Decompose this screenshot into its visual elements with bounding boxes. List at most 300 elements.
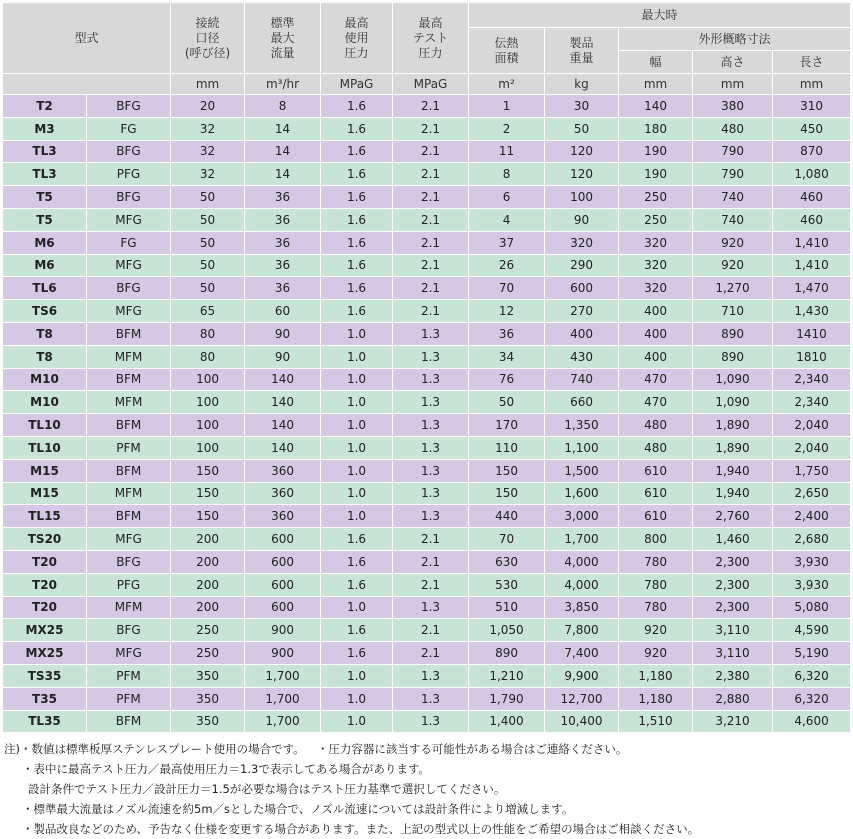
- cell-bore: 65: [171, 300, 245, 323]
- cell-bore: 50: [171, 231, 245, 254]
- cell-max-pressure: 1.0: [321, 391, 393, 414]
- cell-width: 400: [619, 345, 693, 368]
- cell-flow: 36: [245, 254, 321, 277]
- unit-flow: m³/hr: [245, 74, 321, 95]
- cell-max-pressure: 1.0: [321, 482, 393, 505]
- cell-bore: 50: [171, 254, 245, 277]
- header-max-pressure: 最高 使用 圧力: [321, 3, 393, 74]
- cell-max-pressure: 1.6: [321, 642, 393, 665]
- cell-width: 140: [619, 95, 693, 118]
- cell-length: 2,400: [773, 505, 851, 528]
- table-row: [3, 505, 851, 528]
- cell-type: BFG: [87, 140, 171, 163]
- cell-weight: 290: [545, 254, 619, 277]
- cell-width: 250: [619, 186, 693, 209]
- cell-area: 150: [469, 482, 545, 505]
- cell-bore: 350: [171, 710, 245, 733]
- cell-area: 530: [469, 573, 545, 596]
- cell-test-pressure: 2.1: [393, 117, 469, 140]
- cell-max-pressure: 1.6: [321, 528, 393, 551]
- cell-area: 12: [469, 300, 545, 323]
- cell-model: T35: [3, 687, 87, 710]
- cell-flow: 140: [245, 436, 321, 459]
- cell-weight: 120: [545, 163, 619, 186]
- cell-test-pressure: 1.3: [393, 710, 469, 733]
- cell-type: BFG: [87, 186, 171, 209]
- cell-type: PFM: [87, 687, 171, 710]
- cell-type: MFG: [87, 528, 171, 551]
- note-line: [4, 759, 850, 779]
- cell-bore: 50: [171, 208, 245, 231]
- cell-width: 250: [619, 208, 693, 231]
- cell-type: MFG: [87, 642, 171, 665]
- header-area: 伝熱 面積: [469, 28, 545, 74]
- cell-weight: 400: [545, 322, 619, 345]
- cell-flow: 90: [245, 322, 321, 345]
- cell-width: 610: [619, 459, 693, 482]
- cell-weight: 50: [545, 117, 619, 140]
- cell-area: 1,210: [469, 664, 545, 687]
- cell-model: TS20: [3, 528, 87, 551]
- cell-length: 6,320: [773, 664, 851, 687]
- cell-weight: 1,700: [545, 528, 619, 551]
- cell-test-pressure: 1.3: [393, 345, 469, 368]
- cell-flow: 600: [245, 550, 321, 573]
- cell-model: T5: [3, 208, 87, 231]
- unit-bore: mm: [171, 74, 245, 95]
- cell-type: MFG: [87, 300, 171, 323]
- cell-max-pressure: 1.6: [321, 140, 393, 163]
- cell-test-pressure: 2.1: [393, 300, 469, 323]
- cell-height: 920: [693, 254, 773, 277]
- table-row: [3, 208, 851, 231]
- table-row: [3, 391, 851, 414]
- table-row: [3, 482, 851, 505]
- cell-flow: 60: [245, 300, 321, 323]
- cell-area: 50: [469, 391, 545, 414]
- cell-type: BFM: [87, 459, 171, 482]
- table-row: [3, 550, 851, 573]
- cell-bore: 100: [171, 414, 245, 437]
- cell-max-pressure: 1.0: [321, 710, 393, 733]
- cell-height: 2,760: [693, 505, 773, 528]
- cell-length: 5,190: [773, 642, 851, 665]
- cell-height: 920: [693, 231, 773, 254]
- cell-weight: 7,400: [545, 642, 619, 665]
- cell-length: 5,080: [773, 596, 851, 619]
- cell-flow: 14: [245, 117, 321, 140]
- cell-length: 2,340: [773, 391, 851, 414]
- cell-weight: 90: [545, 208, 619, 231]
- note-line: [4, 799, 850, 819]
- header-dims-group: 外形概略寸法: [619, 28, 851, 51]
- cell-length: 2,680: [773, 528, 851, 551]
- cell-bore: 50: [171, 186, 245, 209]
- cell-area: 1,050: [469, 619, 545, 642]
- cell-flow: 8: [245, 95, 321, 118]
- cell-weight: 600: [545, 277, 619, 300]
- cell-area: 890: [469, 642, 545, 665]
- table-row: [3, 231, 851, 254]
- table-row: [3, 459, 851, 482]
- cell-flow: 900: [245, 619, 321, 642]
- cell-model: TL6: [3, 277, 87, 300]
- table-row: [3, 140, 851, 163]
- cell-length: 4,600: [773, 710, 851, 733]
- cell-weight: 3,850: [545, 596, 619, 619]
- cell-flow: 360: [245, 482, 321, 505]
- cell-model: TS35: [3, 664, 87, 687]
- cell-model: M10: [3, 368, 87, 391]
- cell-test-pressure: 2.1: [393, 528, 469, 551]
- cell-weight: 740: [545, 368, 619, 391]
- cell-area: 2: [469, 117, 545, 140]
- cell-weight: 7,800: [545, 619, 619, 642]
- cell-flow: 140: [245, 391, 321, 414]
- cell-test-pressure: 1.3: [393, 436, 469, 459]
- table-header: [3, 3, 851, 95]
- table-body: [3, 95, 851, 733]
- cell-weight: 120: [545, 140, 619, 163]
- cell-test-pressure: 2.1: [393, 208, 469, 231]
- header-model: 型式: [3, 3, 171, 74]
- cell-height: 790: [693, 163, 773, 186]
- cell-max-pressure: 1.6: [321, 619, 393, 642]
- cell-max-pressure: 1.0: [321, 414, 393, 437]
- cell-width: 610: [619, 505, 693, 528]
- cell-area: 1,400: [469, 710, 545, 733]
- cell-test-pressure: 1.3: [393, 322, 469, 345]
- cell-flow: 140: [245, 414, 321, 437]
- cell-height: 1,890: [693, 436, 773, 459]
- cell-length: 4,590: [773, 619, 851, 642]
- cell-weight: 270: [545, 300, 619, 323]
- cell-length: 870: [773, 140, 851, 163]
- cell-test-pressure: 2.1: [393, 619, 469, 642]
- header-bore: 接続 口径 (呼び径): [171, 3, 245, 74]
- cell-bore: 80: [171, 345, 245, 368]
- cell-width: 480: [619, 414, 693, 437]
- cell-flow: 360: [245, 505, 321, 528]
- cell-test-pressure: 1.3: [393, 596, 469, 619]
- cell-test-pressure: 2.1: [393, 277, 469, 300]
- note-text: ・数値は標準板厚ステンレスプレート使用の場合です。: [20, 742, 299, 756]
- unit-height: mm: [693, 74, 773, 95]
- header-test-pressure: 最高 テスト 圧力: [393, 3, 469, 74]
- cell-flow: 36: [245, 208, 321, 231]
- cell-max-pressure: 1.0: [321, 436, 393, 459]
- cell-type: BFM: [87, 505, 171, 528]
- cell-max-pressure: 1.6: [321, 254, 393, 277]
- header-flow: 標準 最大 流量: [245, 3, 321, 74]
- cell-width: 800: [619, 528, 693, 551]
- cell-test-pressure: 2.1: [393, 163, 469, 186]
- unit-weight: kg: [545, 74, 619, 95]
- cell-model: T20: [3, 573, 87, 596]
- cell-test-pressure: 2.1: [393, 95, 469, 118]
- cell-weight: 320: [545, 231, 619, 254]
- note-text: ・圧力容器に該当する可能性がある場合はご連絡ください。: [316, 742, 628, 756]
- cell-height: 1,090: [693, 368, 773, 391]
- note-line: [4, 739, 850, 759]
- cell-width: 1,180: [619, 687, 693, 710]
- cell-model: T8: [3, 345, 87, 368]
- cell-width: 190: [619, 163, 693, 186]
- cell-flow: 36: [245, 277, 321, 300]
- table-row: [3, 277, 851, 300]
- cell-height: 1,460: [693, 528, 773, 551]
- cell-width: 780: [619, 550, 693, 573]
- cell-bore: 100: [171, 368, 245, 391]
- cell-test-pressure: 1.3: [393, 687, 469, 710]
- cell-weight: 4,000: [545, 573, 619, 596]
- cell-flow: 900: [245, 642, 321, 665]
- header-weight: 製品 重量: [545, 28, 619, 74]
- cell-length: 1,430: [773, 300, 851, 323]
- cell-bore: 32: [171, 117, 245, 140]
- cell-type: BFM: [87, 368, 171, 391]
- cell-height: 2,300: [693, 573, 773, 596]
- cell-length: 2,650: [773, 482, 851, 505]
- cell-weight: 9,900: [545, 664, 619, 687]
- cell-model: TL3: [3, 163, 87, 186]
- header-width: 幅: [619, 51, 693, 74]
- cell-width: 320: [619, 254, 693, 277]
- cell-type: BFG: [87, 619, 171, 642]
- unit-area: m²: [469, 74, 545, 95]
- cell-flow: 140: [245, 368, 321, 391]
- cell-height: 890: [693, 322, 773, 345]
- cell-area: 510: [469, 596, 545, 619]
- cell-width: 610: [619, 482, 693, 505]
- cell-type: FG: [87, 231, 171, 254]
- cell-width: 780: [619, 596, 693, 619]
- table-row: [3, 345, 851, 368]
- cell-type: BFM: [87, 710, 171, 733]
- cell-bore: 200: [171, 596, 245, 619]
- cell-length: 3,930: [773, 573, 851, 596]
- cell-length: 1,470: [773, 277, 851, 300]
- cell-max-pressure: 1.6: [321, 163, 393, 186]
- cell-type: BFG: [87, 277, 171, 300]
- cell-weight: 1,350: [545, 414, 619, 437]
- cell-test-pressure: 1.3: [393, 368, 469, 391]
- cell-flow: 14: [245, 163, 321, 186]
- cell-area: 630: [469, 550, 545, 573]
- cell-model: M6: [3, 231, 87, 254]
- cell-max-pressure: 1.0: [321, 687, 393, 710]
- cell-area: 37: [469, 231, 545, 254]
- cell-flow: 600: [245, 596, 321, 619]
- table-row: [3, 528, 851, 551]
- cell-area: 150: [469, 459, 545, 482]
- cell-area: 70: [469, 528, 545, 551]
- table-row: [3, 596, 851, 619]
- cell-max-pressure: 1.6: [321, 550, 393, 573]
- cell-bore: 100: [171, 436, 245, 459]
- cell-weight: 10,400: [545, 710, 619, 733]
- cell-test-pressure: 1.3: [393, 459, 469, 482]
- cell-length: 3,930: [773, 550, 851, 573]
- cell-width: 920: [619, 642, 693, 665]
- cell-model: MX25: [3, 619, 87, 642]
- cell-length: 460: [773, 186, 851, 209]
- cell-weight: 1,100: [545, 436, 619, 459]
- cell-type: BFG: [87, 550, 171, 573]
- header-height: 高さ: [693, 51, 773, 74]
- cell-length: 1,750: [773, 459, 851, 482]
- cell-length: 310: [773, 95, 851, 118]
- cell-weight: 3,000: [545, 505, 619, 528]
- cell-test-pressure: 1.3: [393, 391, 469, 414]
- cell-height: 3,110: [693, 619, 773, 642]
- cell-length: 450: [773, 117, 851, 140]
- cell-model: MX25: [3, 642, 87, 665]
- cell-test-pressure: 2.1: [393, 642, 469, 665]
- cell-bore: 150: [171, 505, 245, 528]
- cell-width: 400: [619, 300, 693, 323]
- cell-area: 76: [469, 368, 545, 391]
- cell-type: MFG: [87, 208, 171, 231]
- table-row: [3, 414, 851, 437]
- cell-width: 920: [619, 619, 693, 642]
- cell-model: TL15: [3, 505, 87, 528]
- cell-area: 110: [469, 436, 545, 459]
- cell-type: BFG: [87, 95, 171, 118]
- cell-weight: 430: [545, 345, 619, 368]
- table-row: [3, 163, 851, 186]
- cell-flow: 360: [245, 459, 321, 482]
- cell-model: T20: [3, 596, 87, 619]
- table-row: [3, 710, 851, 733]
- cell-bore: 250: [171, 642, 245, 665]
- cell-model: TL35: [3, 710, 87, 733]
- cell-model: TS6: [3, 300, 87, 323]
- cell-width: 780: [619, 573, 693, 596]
- cell-length: 2,340: [773, 368, 851, 391]
- cell-length: 1810: [773, 345, 851, 368]
- cell-height: 3,210: [693, 710, 773, 733]
- cell-model: TL3: [3, 140, 87, 163]
- cell-width: 480: [619, 436, 693, 459]
- cell-height: 480: [693, 117, 773, 140]
- cell-width: 190: [619, 140, 693, 163]
- cell-bore: 20: [171, 95, 245, 118]
- cell-height: 740: [693, 186, 773, 209]
- cell-area: 1,790: [469, 687, 545, 710]
- cell-model: M15: [3, 482, 87, 505]
- cell-type: PFG: [87, 573, 171, 596]
- cell-type: BFM: [87, 322, 171, 345]
- cell-test-pressure: 1.3: [393, 482, 469, 505]
- table-row: [3, 322, 851, 345]
- cell-bore: 150: [171, 482, 245, 505]
- cell-bore: 80: [171, 322, 245, 345]
- cell-test-pressure: 2.1: [393, 573, 469, 596]
- cell-weight: 1,500: [545, 459, 619, 482]
- cell-area: 6: [469, 186, 545, 209]
- cell-flow: 36: [245, 231, 321, 254]
- cell-weight: 30: [545, 95, 619, 118]
- cell-max-pressure: 1.6: [321, 300, 393, 323]
- header-length: 長さ: [773, 51, 851, 74]
- table-row: [3, 186, 851, 209]
- cell-test-pressure: 1.3: [393, 414, 469, 437]
- cell-flow: 1,700: [245, 710, 321, 733]
- table-row: [3, 573, 851, 596]
- cell-max-pressure: 1.6: [321, 208, 393, 231]
- cell-width: 320: [619, 231, 693, 254]
- cell-model: T5: [3, 186, 87, 209]
- cell-model: TL10: [3, 436, 87, 459]
- cell-height: 2,880: [693, 687, 773, 710]
- unit-width: mm: [619, 74, 693, 95]
- cell-width: 400: [619, 322, 693, 345]
- cell-flow: 90: [245, 345, 321, 368]
- cell-area: 11: [469, 140, 545, 163]
- cell-length: 2,040: [773, 436, 851, 459]
- cell-bore: 200: [171, 550, 245, 573]
- cell-width: 470: [619, 368, 693, 391]
- table-row: [3, 687, 851, 710]
- table-row: [3, 642, 851, 665]
- cell-max-pressure: 1.6: [321, 573, 393, 596]
- cell-flow: 36: [245, 186, 321, 209]
- cell-length: 1410: [773, 322, 851, 345]
- cell-flow: 1,700: [245, 687, 321, 710]
- table-row: [3, 436, 851, 459]
- cell-weight: 100: [545, 186, 619, 209]
- cell-bore: 32: [171, 140, 245, 163]
- cell-flow: 600: [245, 528, 321, 551]
- cell-width: 470: [619, 391, 693, 414]
- cell-flow: 600: [245, 573, 321, 596]
- cell-height: 790: [693, 140, 773, 163]
- cell-bore: 100: [171, 391, 245, 414]
- note-text: ・製品改良などのため、予告なく仕様を変更する場合があります。また、上記の型式以上の性能をご希望の場合はご相談ください。: [22, 822, 700, 836]
- cell-max-pressure: 1.0: [321, 596, 393, 619]
- cell-model: T20: [3, 550, 87, 573]
- table-row: [3, 368, 851, 391]
- cell-max-pressure: 1.0: [321, 368, 393, 391]
- cell-length: 460: [773, 208, 851, 231]
- cell-bore: 150: [171, 459, 245, 482]
- cell-max-pressure: 1.6: [321, 95, 393, 118]
- cell-weight: 4,000: [545, 550, 619, 573]
- cell-model: M15: [3, 459, 87, 482]
- cell-bore: 200: [171, 528, 245, 551]
- cell-max-pressure: 1.0: [321, 459, 393, 482]
- cell-type: BFM: [87, 414, 171, 437]
- cell-test-pressure: 2.1: [393, 140, 469, 163]
- cell-type: MFM: [87, 482, 171, 505]
- cell-length: 1,410: [773, 231, 851, 254]
- cell-weight: 12,700: [545, 687, 619, 710]
- note-text: ・標準最大流量はノズル流速を約5m／sとした場合で、ノズル流速については設計条件により増減します。: [22, 802, 574, 816]
- cell-bore: 200: [171, 573, 245, 596]
- table-row: [3, 619, 851, 642]
- table-row: [3, 254, 851, 277]
- cell-area: 36: [469, 322, 545, 345]
- note-text: ・表中に最高テスト圧力／最高使用圧力＝1.3で表示してある場合があります。: [22, 762, 430, 776]
- cell-height: 1,890: [693, 414, 773, 437]
- cell-bore: 50: [171, 277, 245, 300]
- cell-model: M10: [3, 391, 87, 414]
- cell-max-pressure: 1.6: [321, 117, 393, 140]
- cell-area: 34: [469, 345, 545, 368]
- table-row: [3, 117, 851, 140]
- unit-max-pressure: MPaG: [321, 74, 393, 95]
